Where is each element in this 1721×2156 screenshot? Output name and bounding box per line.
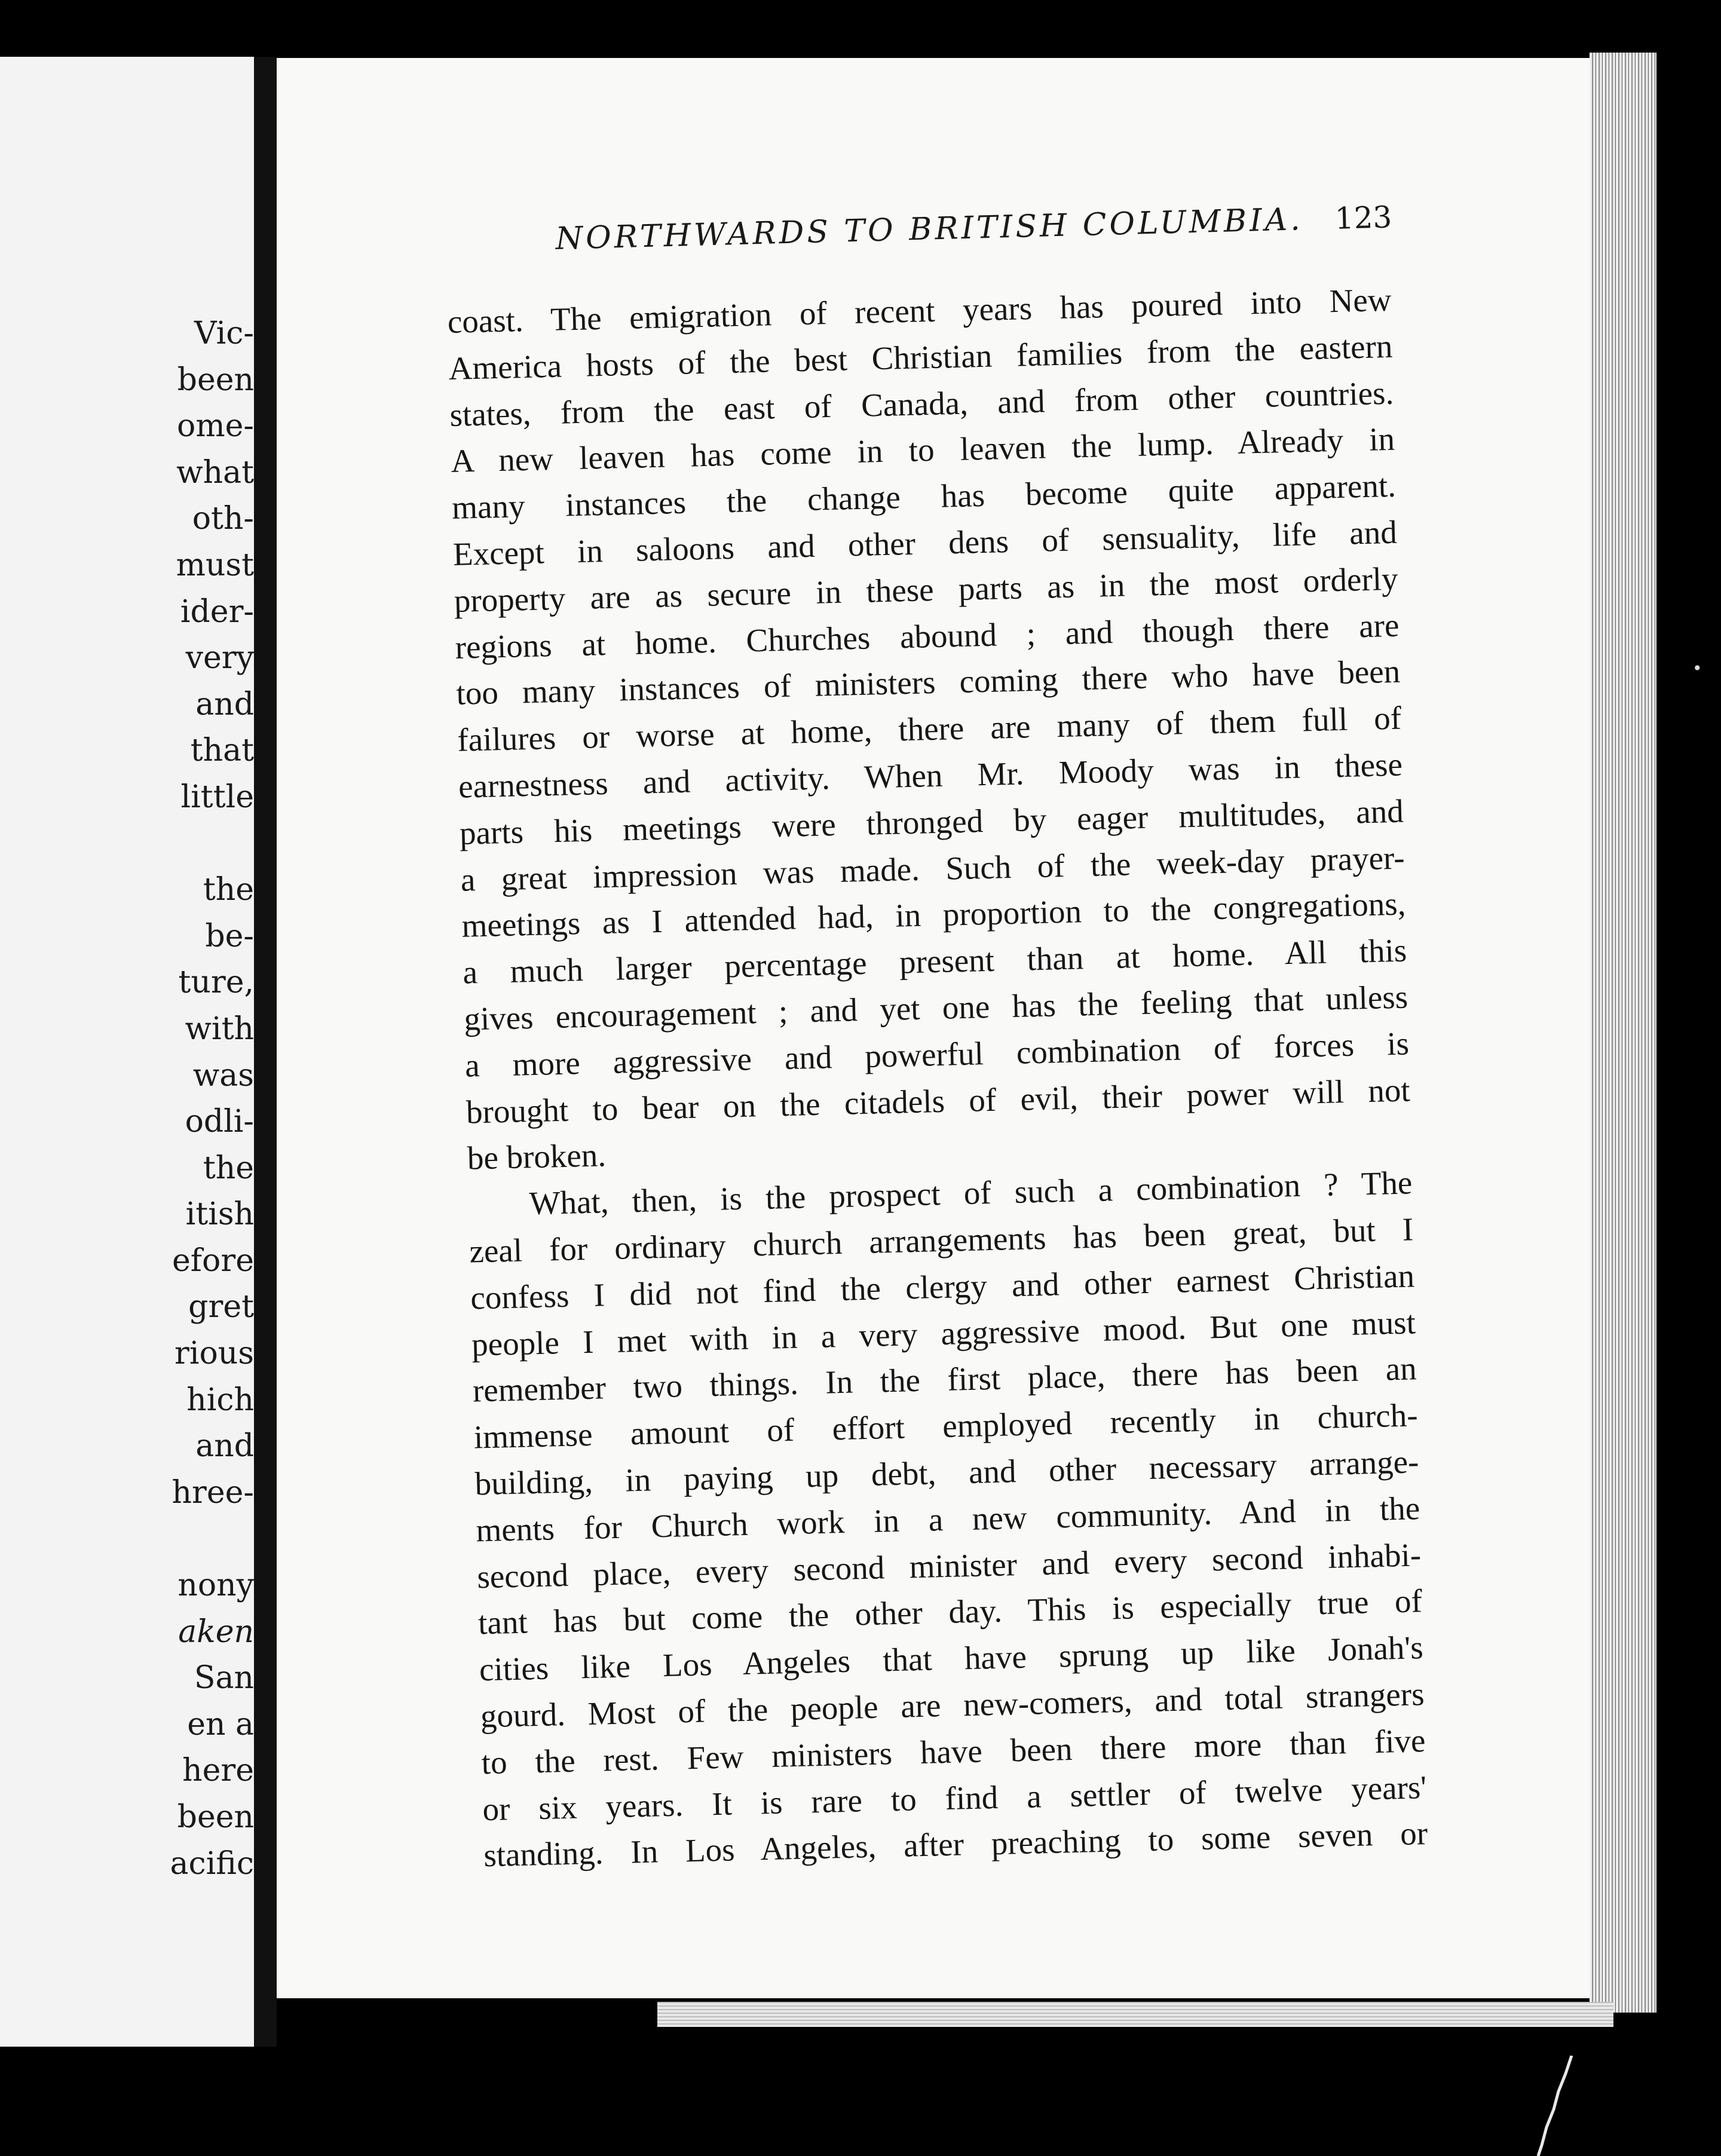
facing-line-fragment: efore — [172, 1242, 254, 1279]
text-line: a more aggressive and powerful combination of forces is — [464, 1025, 1410, 1084]
text-line: ments for Church work in a new community. And in the — [475, 1489, 1420, 1549]
text-line: Except in saloons and other dens of sensuality, life and — [452, 513, 1398, 572]
text-line: What, then, is the prospect of such a combination ? The — [528, 1164, 1413, 1222]
text-line: standing. In Los Angeles, after preaching to some seven or — [483, 1815, 1428, 1874]
facing-line-fragment: be- — [205, 918, 254, 954]
facing-line-fragment: hich — [186, 1382, 254, 1418]
text-line: building, in paying up debt, and other necessary arrange- — [474, 1443, 1420, 1502]
facing-line-fragment: the — [203, 872, 254, 908]
facing-line-fragment: acific — [170, 1845, 254, 1882]
facing-line-fragment: gret — [188, 1289, 254, 1325]
text-line: coast. The emigration of recent years has poured into New — [447, 281, 1392, 340]
fragment-gap — [164, 1516, 254, 1563]
facing-line-fragment: San — [194, 1660, 254, 1696]
facing-line-fragment: must — [176, 547, 254, 583]
text-line: brought to bear on the citadels of evil, their power will not — [466, 1071, 1411, 1131]
text-line: regions at home. Churches abound ; and though there are — [455, 607, 1400, 666]
facing-line-fragment: aken — [178, 1613, 254, 1650]
text-line: A new leaven has come in to leaven the lump. Already in — [450, 421, 1395, 480]
facing-line-fragment: very — [185, 640, 254, 676]
facing-page — [0, 57, 254, 2047]
facing-line-fragment: nony — [177, 1567, 254, 1604]
facing-line-fragment: ture, — [178, 964, 254, 1001]
facing-line-fragment: been — [177, 362, 254, 398]
text-line: earnestness and activity. When Mr. Moody was in these — [458, 746, 1403, 805]
book-gutter — [254, 57, 277, 2047]
text-line: to the rest. Few ministers have been there more than five — [481, 1722, 1426, 1781]
running-title: NORTHWARDS TO BRITISH COLUMBIA. — [555, 201, 1304, 257]
text-line: people I met with in a very aggressive mood. But one must — [471, 1303, 1416, 1363]
facing-line-fragment: oth- — [192, 501, 254, 537]
facing-line-fragment: here — [182, 1753, 254, 1789]
paragraph — [468, 1160, 1428, 1879]
text-line: a much larger percentage present than at home. All this — [462, 932, 1407, 991]
facing-line-fragment: was — [192, 1057, 254, 1094]
scan-scratch — [1530, 2056, 1601, 2156]
page-edges — [1590, 53, 1656, 2013]
text-line: remember two things. In the first place, there has been an — [472, 1350, 1417, 1409]
text-line: America hosts of the best Christian families from the eastern — [448, 327, 1394, 387]
text-line: states, from the east of Canada, and from other countries. — [449, 374, 1394, 433]
facing-page-text — [164, 311, 254, 1887]
text-line: cities like Los Angeles that have sprung up like Jonah's — [479, 1629, 1424, 1688]
facing-line-fragment: rious — [174, 1336, 254, 1372]
text-line: confess I did not find the clergy and other earnest Christian — [470, 1257, 1415, 1316]
facing-line-fragment: hree- — [172, 1474, 254, 1511]
paragraph — [447, 277, 1411, 1182]
text-line: immense amount of effort employed recently in church- — [473, 1396, 1419, 1456]
text-line: many instances the change has become quite apparent. — [451, 467, 1397, 526]
text-line: gourd. Most of the people are new-comers, and total strangers — [480, 1676, 1425, 1735]
facing-line-fragment: with — [185, 1010, 254, 1047]
text-line: parts his meetings were thronged by eager multitudes, and — [459, 792, 1404, 852]
text-line: or six years. It is rare to find a settler of twelve years' — [482, 1768, 1427, 1827]
facing-line-fragment: Vic- — [194, 316, 254, 351]
page-number: 123 — [1334, 200, 1393, 236]
facing-line-fragment: odli- — [185, 1104, 254, 1140]
facing-line-fragment: the — [203, 1150, 254, 1186]
page-bottom-edge — [657, 2002, 1613, 2027]
text-line: failures or worse at home, there are many of them full of — [457, 699, 1402, 758]
text-line: be broken. — [467, 1137, 607, 1177]
fragment-gap — [164, 821, 254, 868]
text-line: second place, every second minister and every second inhabi- — [476, 1536, 1422, 1595]
facing-line-fragment: and — [195, 686, 254, 722]
text-line: meetings as I attended had, in proportion to the congregations, — [461, 885, 1407, 945]
facing-line-fragment: that — [190, 733, 254, 769]
facing-line-fragment: what — [176, 454, 254, 491]
text-line: tant has but come the other day. This is especially true of — [477, 1582, 1423, 1642]
text-line: gives encouragement ; and yet one has the feeling that unless — [463, 978, 1408, 1037]
facing-line-fragment: and — [195, 1428, 254, 1465]
body-text — [447, 277, 1428, 1879]
text-line: property are as secure in these parts as in the most orderly — [454, 560, 1399, 619]
text-line: too many instances of ministers coming there who have been — [455, 653, 1401, 712]
facing-line-fragment: ider- — [180, 593, 254, 630]
edge-mark: • — [1692, 659, 1702, 678]
facing-line-fragment: itish — [185, 1196, 254, 1233]
facing-line-fragment: ome- — [177, 408, 254, 445]
facing-line-fragment: been — [177, 1799, 254, 1835]
facing-line-fragment: en a — [187, 1706, 254, 1742]
facing-line-fragment: little — [180, 779, 254, 815]
text-line: a great impression was made. Such of the week-day prayer- — [460, 839, 1405, 898]
text-line: zeal for ordinary church arrangements has been great, but I — [468, 1211, 1414, 1270]
